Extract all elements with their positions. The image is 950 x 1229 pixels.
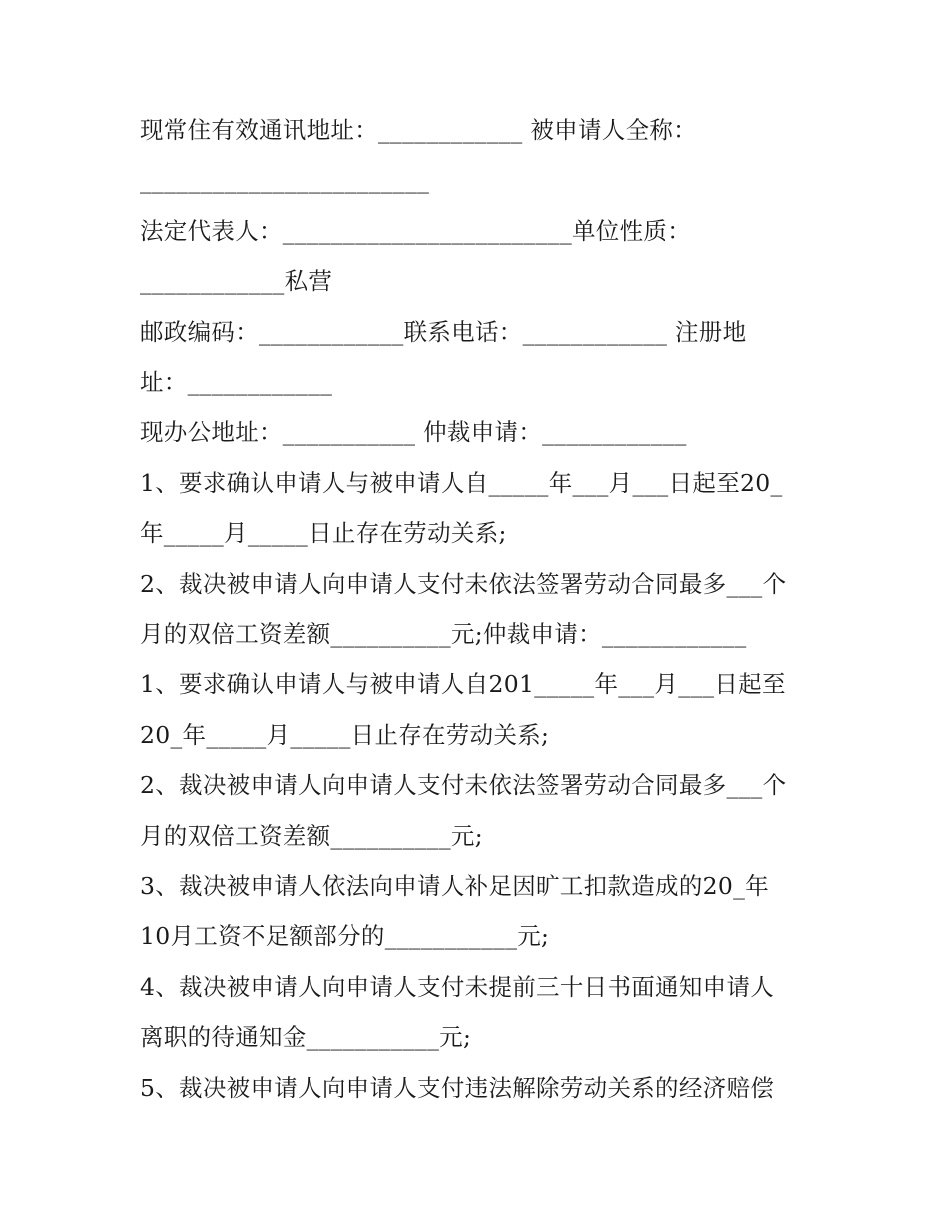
- document-line: 现常住有效通讯地址：____________ 被申请人全称：: [140, 116, 697, 144]
- document-line: 5、裁决被申请人向申请人支付违法解除劳动关系的经济赔偿: [140, 1073, 775, 1102]
- document-line: 月的双倍工资差额__________元;仲裁申请：____________: [140, 620, 747, 648]
- document-line: ____________私营: [140, 267, 333, 296]
- document-line: 2、裁决被申请人向申请人支付未依法签署劳动合同最多___个: [140, 569, 787, 598]
- document-line: 现办公地址：___________ 仲裁申请：____________: [140, 418, 687, 447]
- document-line: 10月工资不足额部分的___________元;: [140, 922, 550, 951]
- document-line: 1、要求确认申请人与被申请人自_____年___月___日起至20_: [140, 468, 783, 497]
- document-line: 1、要求确认申请人与被申请人自201_____年___月___日起至: [140, 670, 786, 699]
- document-line: 2、裁决被申请人向申请人支付未依法签署劳动合同最多___个: [140, 771, 787, 800]
- document-line: 邮政编码：____________联系电话：____________ 注册地: [140, 317, 747, 346]
- document-line: 月的双倍工资差额__________元;: [140, 821, 483, 850]
- document-line: 3、裁决被申请人依法向申请人补足因旷工扣款造成的20_年: [140, 872, 770, 900]
- document-line: 年_____月_____日止存在劳动关系;: [140, 519, 507, 548]
- document-line: ________________________: [140, 166, 430, 195]
- document-line: 4、裁决被申请人向申请人支付未提前三十日书面通知申请人: [140, 972, 775, 1001]
- document-line: 20_年_____月_____日止存在劳动关系;: [140, 720, 550, 749]
- document-line: 离职的待通知金___________元;: [140, 1023, 472, 1052]
- document-line: 址：____________: [140, 368, 333, 396]
- document-line: 法定代表人：________________________单位性质：: [140, 216, 691, 245]
